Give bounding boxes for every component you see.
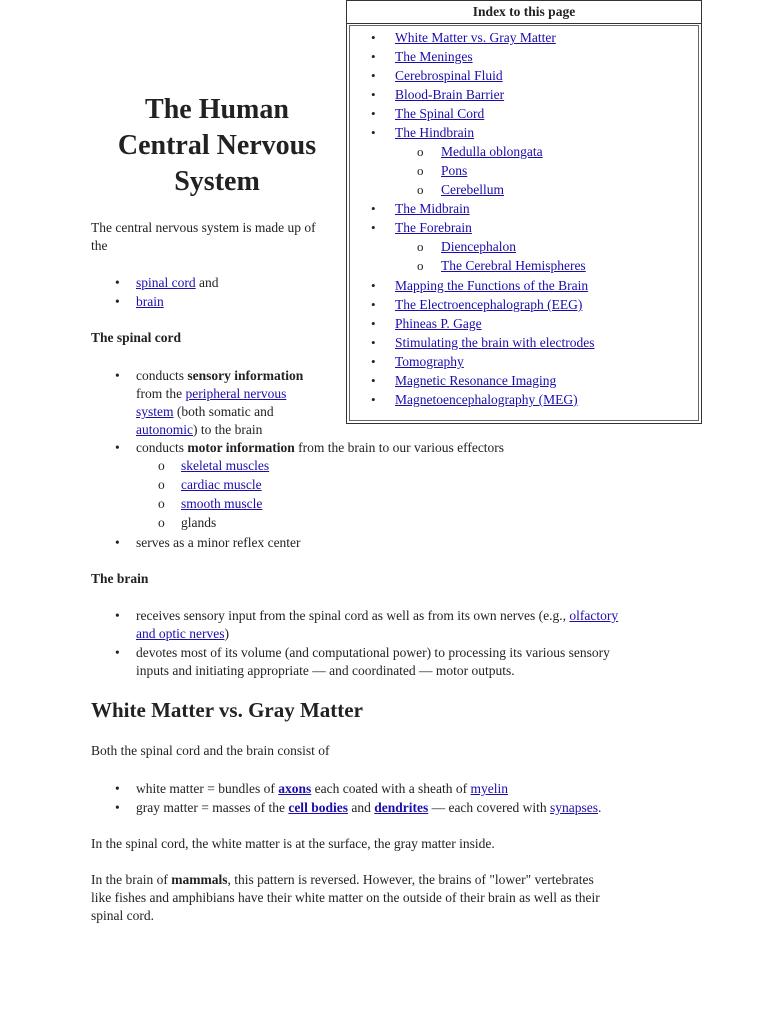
link-autonomic[interactable]: autonomic: [136, 422, 193, 437]
page-title: [92, 92, 342, 200]
list-item-text: conducts: [136, 440, 188, 455]
index-list-item: [417, 237, 516, 256]
bullet-icon: •: [371, 87, 376, 102]
index-link[interactable]: The Midbrain: [395, 201, 470, 216]
bullet-icon: •: [371, 30, 376, 45]
index-list-item: [371, 333, 595, 352]
list-item-text: white matter = bundles of: [136, 781, 279, 796]
list-item: [115, 607, 619, 643]
list-item: [115, 644, 610, 680]
bullet-icon: •: [371, 392, 376, 407]
list-item-text: — each covered with: [428, 800, 551, 815]
list-item-text: and: [347, 800, 375, 815]
bullet-icon: •: [371, 354, 376, 369]
index-link[interactable]: The Hindbrain: [395, 125, 475, 140]
bold-term: mammals: [171, 872, 228, 887]
circle-bullet-icon: o: [158, 458, 165, 473]
link-peripheral-nervous-system-2[interactable]: system: [136, 404, 174, 419]
link-synapses[interactable]: synapses: [550, 800, 599, 815]
index-list-item: [371, 218, 472, 237]
link-axons[interactable]: axons: [278, 781, 312, 796]
page-index-box: [346, 0, 702, 424]
intro-line: The central nervous system is made up of: [91, 220, 316, 235]
list-item: [115, 534, 301, 552]
index-link[interactable]: Pons: [441, 163, 468, 178]
bullet-icon: •: [115, 294, 120, 309]
index-list-item: [371, 28, 556, 47]
circle-bullet-icon: o: [158, 496, 165, 511]
paragraph-text: , this pattern is reversed. However, the brains of "lower" vertebrates: [227, 872, 594, 887]
list-item-text: (both somatic and: [173, 404, 274, 419]
circle-bullet-icon: o: [417, 144, 424, 159]
paragraph-text: spinal cord.: [91, 908, 154, 923]
index-link[interactable]: White Matter vs. Gray Matter: [395, 30, 556, 45]
index-title: Index to this page: [347, 1, 701, 24]
index-list-item: [417, 256, 586, 275]
list-item-text: ): [224, 626, 229, 641]
list-item: [158, 476, 262, 494]
list-item-text: serves as a minor reflex center: [136, 535, 301, 550]
index-list-item: [371, 390, 578, 409]
circle-bullet-icon: o: [417, 182, 424, 197]
link-olfactory[interactable]: olfactory: [569, 608, 619, 623]
list-item: [158, 514, 217, 532]
bullet-icon: •: [115, 608, 120, 623]
index-link[interactable]: Tomography: [395, 354, 464, 369]
bullet-icon: •: [371, 106, 376, 121]
list-item: [115, 799, 602, 817]
index-list-item: [371, 276, 589, 295]
list-item-text: each coated with a sheath of: [311, 781, 471, 796]
index-list-item: [371, 199, 470, 218]
spinal-cord-heading: The spinal cord: [91, 330, 182, 345]
section-heading: White Matter vs. Gray Matter: [91, 698, 363, 722]
index-link[interactable]: Cerebrospinal Fluid: [395, 68, 503, 83]
link-spinal-cord[interactable]: spinal cord: [136, 275, 196, 290]
index-link[interactable]: Magnetic Resonance Imaging: [395, 373, 557, 388]
index-link[interactable]: The Cerebral Hemispheres: [441, 258, 586, 273]
list-item-text: and: [195, 275, 219, 290]
brain-heading: The brain: [91, 571, 149, 586]
circle-bullet-icon: o: [417, 258, 424, 273]
bullet-icon: •: [371, 201, 376, 216]
paragraph: [91, 871, 600, 925]
index-link[interactable]: Diencephalon: [441, 239, 516, 254]
bold-term: sensory information: [187, 368, 304, 383]
circle-bullet-icon: o: [158, 477, 165, 492]
circle-bullet-icon: o: [417, 239, 424, 254]
list-item: [115, 367, 304, 439]
index-list-item: [371, 47, 473, 66]
list-item-text: devotes most of its volume (and computational power) to processing its various sensory: [136, 645, 610, 660]
bullet-icon: •: [371, 297, 376, 312]
link-myelin[interactable]: myelin: [470, 781, 509, 796]
index-link[interactable]: Mapping the Functions of the Brain: [395, 278, 589, 293]
paragraph: Both the spinal cord and the brain consist of: [91, 743, 330, 758]
list-item: [115, 274, 219, 292]
list-item-text: .: [598, 800, 602, 815]
list-item: [115, 293, 164, 311]
paragraph: In the spinal cord, the white matter is at the surface, the gray matter inside.: [91, 836, 495, 851]
index-link[interactable]: The Electroencephalograph (EEG): [395, 297, 583, 312]
list-item-text: from the brain to our various effectors: [294, 440, 505, 455]
index-list-item: [417, 142, 543, 161]
list-item: [115, 439, 505, 457]
bullet-icon: •: [115, 800, 120, 815]
link-cardiac-muscle[interactable]: cardiac muscle: [181, 477, 262, 492]
list-item-text: glands: [181, 515, 217, 530]
bullet-icon: •: [371, 68, 376, 83]
circle-bullet-icon: o: [158, 515, 165, 530]
index-link[interactable]: The Spinal Cord: [395, 106, 485, 121]
bullet-icon: •: [371, 220, 376, 235]
list-item-text: ) to the brain: [193, 422, 263, 437]
index-link[interactable]: Medulla oblongata: [441, 144, 543, 159]
link-peripheral-nervous-system[interactable]: peripheral nervous: [185, 386, 287, 401]
page-title-line: The Human: [145, 94, 289, 125]
list-item: [158, 457, 270, 475]
link-smooth-muscle[interactable]: smooth muscle: [181, 496, 263, 511]
index-link[interactable]: The Meninges: [395, 49, 473, 64]
intro-paragraph: [91, 219, 316, 255]
bullet-icon: •: [115, 440, 120, 455]
list-item: [115, 780, 509, 798]
intro-line: the: [91, 238, 108, 253]
page-title-line: System: [174, 166, 260, 197]
index-list-item: [371, 66, 503, 85]
bullet-icon: •: [371, 49, 376, 64]
index-list-item: [371, 104, 485, 123]
index-list-item: [371, 123, 475, 142]
index-list-item: [417, 161, 468, 180]
index-list-item: [371, 85, 505, 104]
index-list-item: [371, 371, 557, 390]
index-link[interactable]: Stimulating the brain with electrodes: [395, 335, 595, 350]
link-brain[interactable]: brain: [136, 294, 164, 309]
index-link[interactable]: Phineas P. Gage: [395, 316, 482, 331]
bullet-icon: •: [371, 278, 376, 293]
index-link[interactable]: Magnetoencephalography (MEG): [395, 392, 578, 407]
bullet-icon: •: [115, 781, 120, 796]
bullet-icon: •: [115, 368, 120, 383]
index-list-item: [371, 352, 464, 371]
bold-term: motor information: [187, 440, 295, 455]
index-list-item: [417, 180, 504, 199]
index-list-item: [371, 295, 583, 314]
bullet-icon: •: [371, 373, 376, 388]
list-item-text: conducts: [136, 368, 188, 383]
list-item-text: from the: [136, 386, 186, 401]
list-item: [158, 495, 263, 513]
bullet-icon: •: [115, 275, 120, 290]
paragraph-text: In the brain of: [91, 872, 172, 887]
link-cell-bodies[interactable]: cell bodies: [288, 800, 348, 815]
circle-bullet-icon: o: [417, 163, 424, 178]
index-list-item: [371, 314, 482, 333]
bullet-icon: •: [371, 335, 376, 350]
index-link[interactable]: Blood-Brain Barrier: [395, 87, 505, 102]
index-link[interactable]: The Forebrain: [395, 220, 472, 235]
index-link[interactable]: Cerebellum: [441, 182, 504, 197]
list-item-text: gray matter = masses of the: [136, 800, 289, 815]
link-dendrites[interactable]: dendrites: [374, 800, 429, 815]
link-skeletal-muscles[interactable]: skeletal muscles: [181, 458, 270, 473]
paragraph-text: like fishes and amphibians have their white matter on the outside of their brain as well as their: [91, 890, 600, 905]
bullet-icon: •: [115, 535, 120, 550]
list-item-text: inputs and initiating appropriate — and coordinated — motor outputs.: [136, 663, 515, 678]
link-optic-nerves[interactable]: and optic nerves: [136, 626, 225, 641]
bullet-icon: •: [115, 645, 120, 660]
bullet-icon: •: [371, 316, 376, 331]
bullet-icon: •: [371, 125, 376, 140]
page-title-line: Central Nervous: [117, 130, 317, 161]
list-item-text: receives sensory input from the spinal cord as well as from its own nerves (e.g.,: [136, 608, 570, 623]
